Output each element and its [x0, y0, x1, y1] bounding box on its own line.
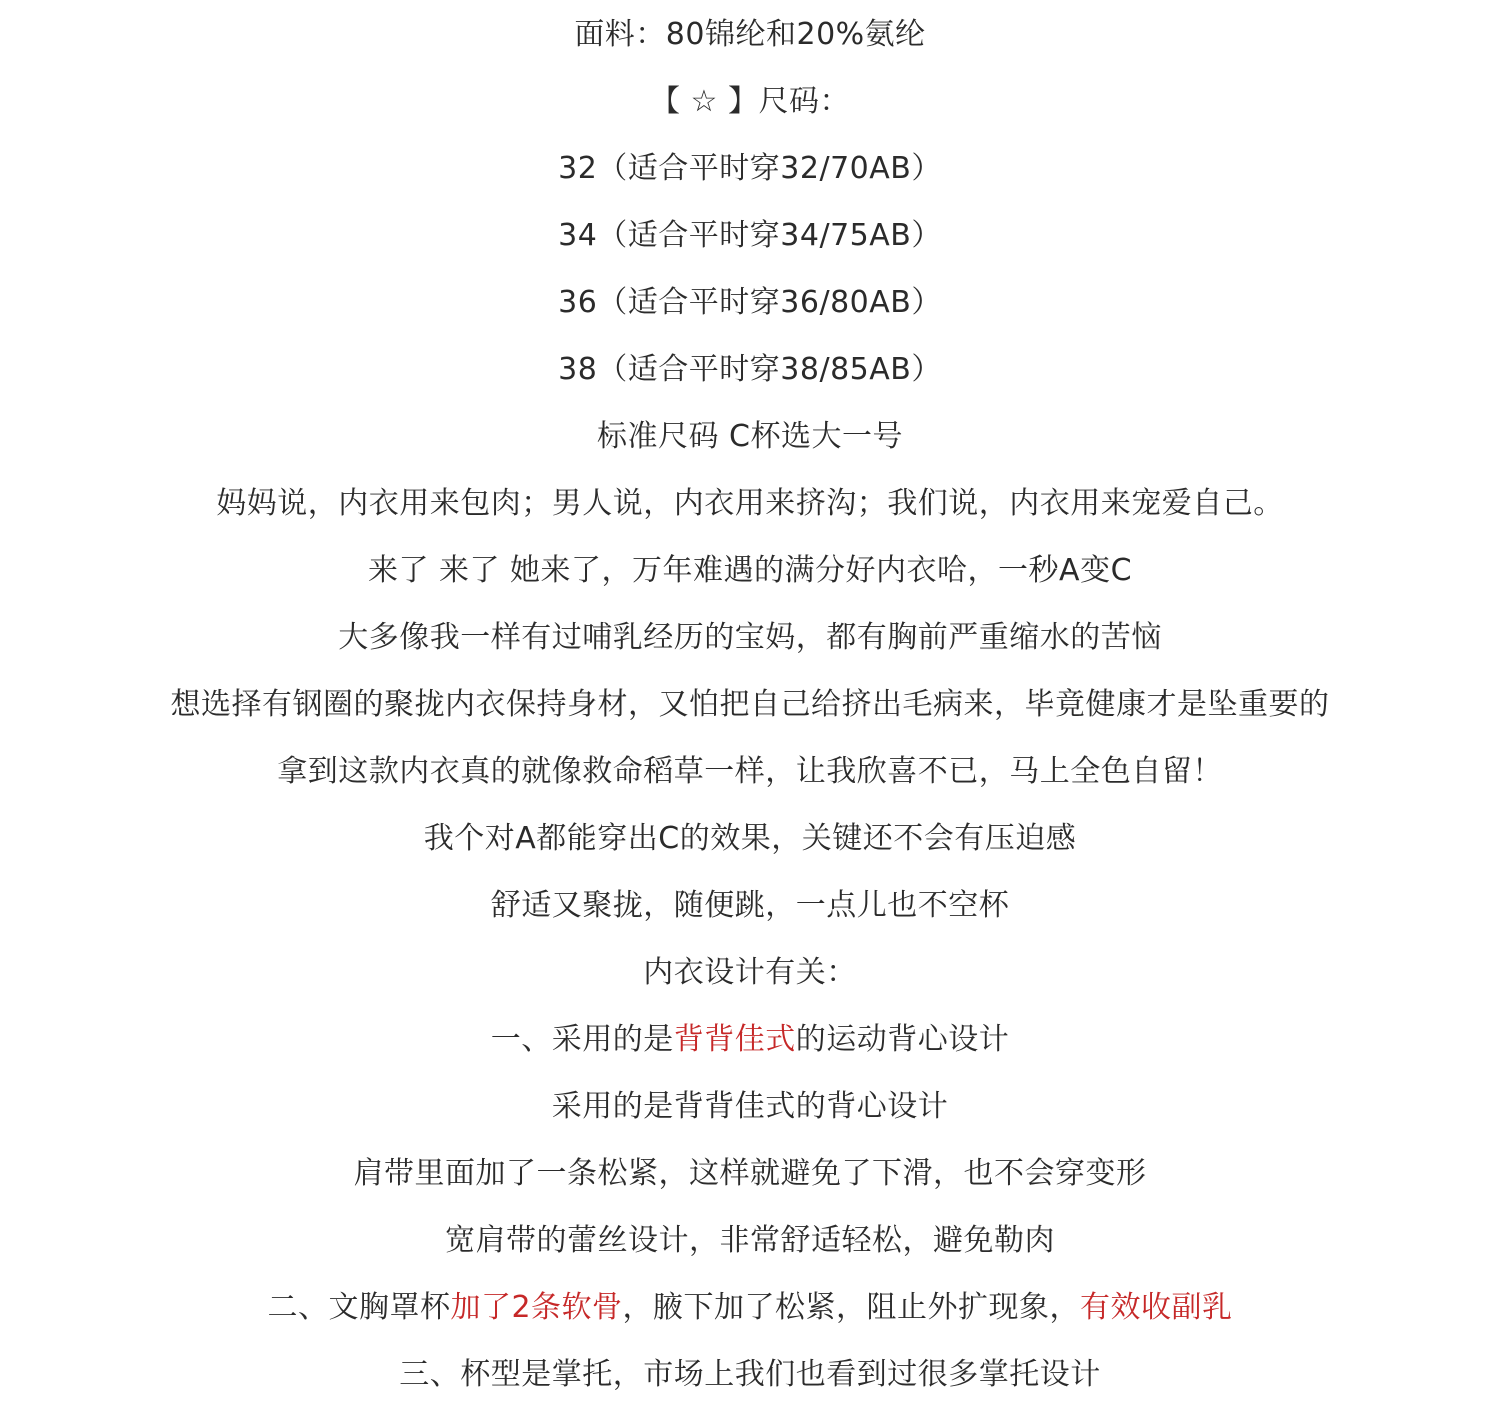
paragraph-line: 来了 来了 她来了，万年难遇的满分好内衣哈，一秒A变C: [367, 553, 1133, 588]
size-38-line: 38（适合平时穿38/85AB）: [558, 352, 942, 387]
size-32-line: 32（适合平时穿32/70AB）: [558, 151, 942, 186]
paragraph-line: 大多像我一样有过哺乳经历的宝妈，都有胸前严重缩水的苦恼: [338, 620, 1162, 655]
design-point-1: [0, 1020, 1500, 1060]
paragraph-line: 我个对A都能穿出C的效果，关键还不会有压迫感: [423, 821, 1077, 856]
design-point-3: 三、杯型是掌托，市场上我们也看到过很多掌托设计: [399, 1357, 1101, 1392]
design-point-2-text: 二、文胸罩杯: [267, 1290, 451, 1325]
size-note: 标准尺码 C杯选大一号: [597, 419, 903, 454]
size-heading: 【 ☆ 】尺码：: [650, 84, 850, 119]
design-heading: 内衣设计有关：: [643, 955, 857, 990]
paragraph-line: 拿到这款内衣真的就像救命稻草一样，让我欣喜不已，马上全色自留！: [277, 754, 1223, 789]
highlight-text: 加了2条软骨: [450, 1290, 623, 1325]
design-point-2: [0, 1288, 1500, 1328]
fabric-line: 面料：80锦纶和20%氨纶: [574, 17, 926, 52]
design-point-2-text: ，腋下加了松紧，阻止外扩现象，: [622, 1290, 1081, 1325]
design-point-1-text: 一、采用的是: [490, 1022, 674, 1057]
size-36-line: 36（适合平时穿36/80AB）: [558, 285, 942, 320]
paragraph-line: 采用的是背背佳式的背心设计: [551, 1089, 949, 1124]
paragraph-line: 想选择有钢圈的聚拢内衣保持身材，又怕把自己给挤出毛病来，毕竟健康才是坠重要的: [170, 687, 1330, 722]
highlight-text: 有效收副乳: [1080, 1290, 1233, 1325]
paragraph-line: 肩带里面加了一条松紧，这样就避免了下滑，也不会穿变形: [353, 1156, 1147, 1191]
paragraph-line: 舒适又聚拢，随便跳，一点儿也不空杯: [490, 888, 1010, 923]
paragraph-line: 妈妈说，内衣用来包肉；男人说，内衣用来挤沟；我们说，内衣用来宠爱自己。: [216, 486, 1284, 521]
size-34-line: 34（适合平时穿34/75AB）: [558, 218, 942, 253]
paragraph-line: 宽肩带的蕾丝设计，非常舒适轻松，避免勒肉: [445, 1223, 1055, 1258]
highlight-text: 背背佳式: [673, 1022, 796, 1057]
design-point-1-text: 的运动背心设计: [795, 1022, 1010, 1057]
